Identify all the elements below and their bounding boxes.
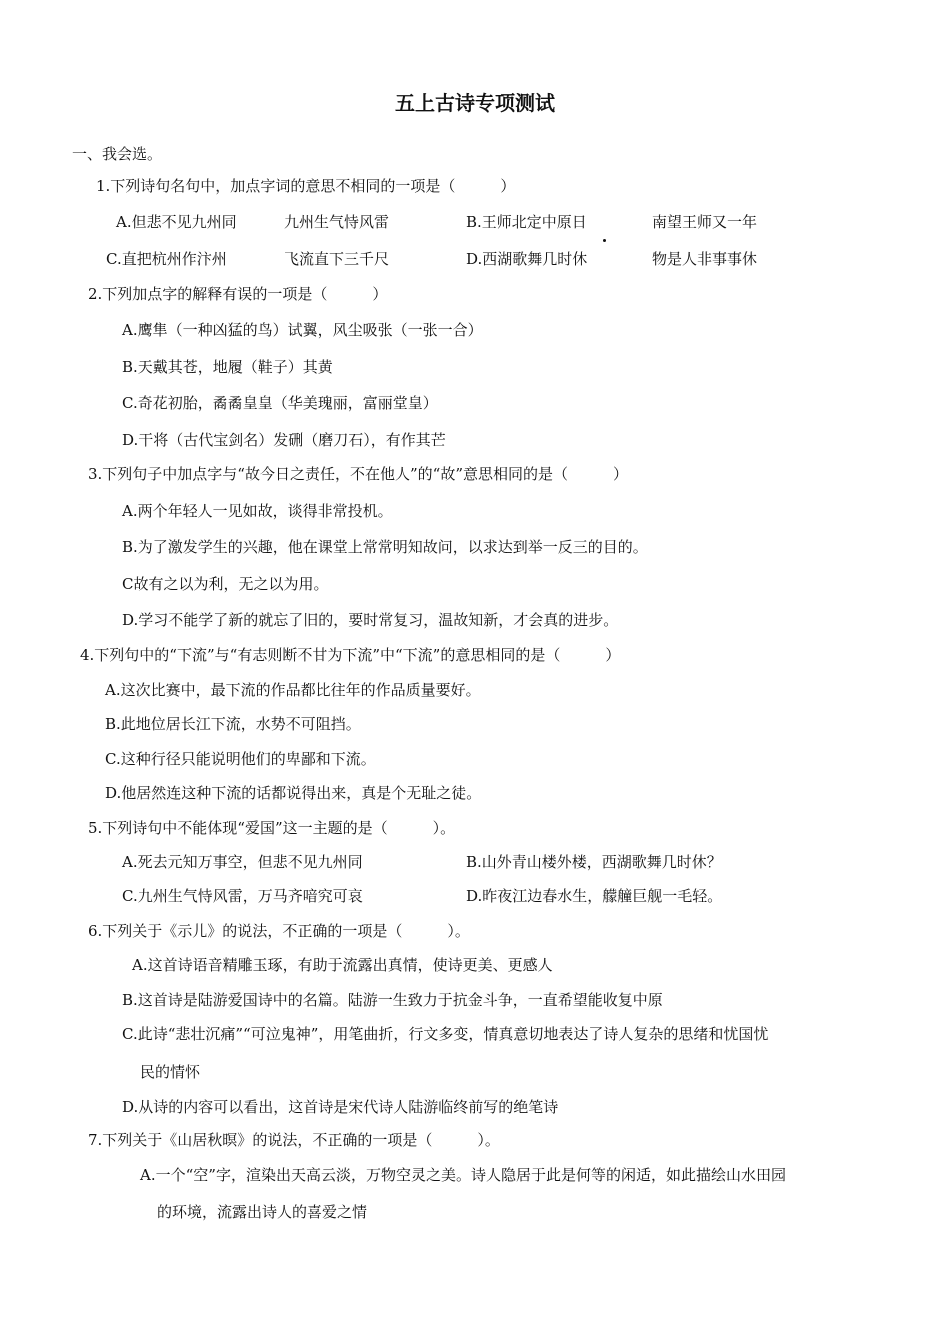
q6-option-d: D.从诗的内容可以看出，这首诗是宋代诗人陆游临终前写的绝笔诗 — [122, 1098, 559, 1116]
q1-option-a: A.但悲不见九州同 — [116, 213, 237, 231]
q7-option-a: A.一个“空”字，渲染出天高云淡，万物空灵之美。诗人隐居于此是何等的闲适，如此描绘山水田园 — [140, 1166, 786, 1184]
q2-option-b: B.天戴其苍，地履（鞋子）其黄 — [122, 358, 333, 376]
q5-option-c: C.九州生气恃风雷，万马齐喑究可哀 — [122, 887, 363, 905]
q6-option-c-continued: 民的情怀 — [140, 1063, 201, 1081]
emphasis-dot — [603, 239, 606, 242]
q4-option-d: D.他居然连这种下流的话都说得出来，真是个无耻之徒。 — [105, 784, 482, 802]
q3-option-c: C故有之以为利，无之以为用。 — [122, 575, 329, 593]
q1-option-b-pair: 南望王师又一年 — [652, 213, 758, 231]
q1-option-a-pair: 九州生气恃风雷 — [284, 213, 390, 231]
q1-option-c: C.直把杭州作汴州 — [106, 250, 227, 268]
section-heading: 一、我会选。 — [72, 145, 163, 163]
q5-option-a: A.死去元知万事空，但悲不见九州同 — [122, 853, 363, 871]
q3-option-b: B.为了激发学生的兴趣，他在课堂上常常明知故问，以求达到举一反三的目的。 — [122, 538, 648, 556]
q3-option-d: D.学习不能学了新的就忘了旧的，要时常复习，温故知新，才会真的进步。 — [122, 611, 619, 629]
question-7-stem: 7.下列关于《山居秋暝》的说法，不正确的一项是（ ）。 — [88, 1131, 500, 1149]
q2-option-a: A.鹰隼（一种凶猛的鸟）试翼，风尘吸张（一张一合） — [122, 321, 483, 339]
q4-option-b: B.此地位居长江下流，水势不可阻挡。 — [105, 715, 361, 733]
q2-option-c: C.奇花初胎，矞矞皇皇（华美瑰丽，富丽堂皇） — [122, 394, 438, 412]
question-6-stem: 6.下列关于《示儿》的说法，不正确的一项是（ ）。 — [88, 922, 470, 940]
question-1-stem: 1.下列诗句名句中，加点字词的意思不相同的一项是（ ） — [96, 177, 516, 195]
q1-option-b: B.王师北定中原日 — [466, 213, 587, 231]
q4-option-c: C.这种行径只能说明他们的卑鄙和下流。 — [105, 750, 376, 768]
question-5-stem: 5.下列诗句中不能体现“爱国”这一主题的是（ ）。 — [88, 819, 456, 837]
q7-option-a-continued: 的环境，流露出诗人的喜爱之情 — [157, 1203, 368, 1221]
question-3-stem: 3.下列句子中加点字与“故今日之责任，不在他人”的“故”意思相同的是（ ） — [88, 465, 628, 483]
q4-option-a: A.这次比赛中，最下流的作品都比往年的作品质量要好。 — [105, 681, 481, 699]
q5-option-d: D.昨夜江边春水生，艨艟巨舰一毛轻。 — [466, 887, 723, 905]
question-2-stem: 2.下列加点字的解释有误的一项是（ ） — [88, 285, 388, 303]
q1-option-c-pair: 飞流直下三千尺 — [284, 250, 390, 268]
q5-option-b: B.山外青山楼外楼，西湖歌舞几时休？ — [466, 853, 722, 871]
page-title: 五上古诗专项测试 — [395, 91, 555, 115]
q6-option-b: B.这首诗是陆游爱国诗中的名篇。陆游一生致力于抗金斗争，一直希望能收复中原 — [122, 991, 663, 1009]
q6-option-c: C.此诗“悲壮沉痛”“可泣鬼神”，用笔曲折，行文多变，情真意切地表达了诗人复杂的思绪和忧国忧 — [122, 1025, 769, 1043]
q6-option-a: A.这首诗语音精雕玉琢，有助于流露出真情，使诗更美、更感人 — [132, 956, 553, 974]
q1-option-d-pair: 物是人非事事休 — [652, 250, 758, 268]
q3-option-a: A.两个年轻人一见如故，谈得非常投机。 — [122, 502, 393, 520]
q1-option-d: D.西湖歌舞几时休 — [466, 250, 588, 268]
question-4-stem: 4.下列句中的“下流”与“有志则断不甘为下流”中“下流”的意思相同的是（ ） — [80, 646, 621, 664]
q2-option-d: D.干将（古代宝剑名）发硎（磨刀石），有作其芒 — [122, 431, 446, 449]
